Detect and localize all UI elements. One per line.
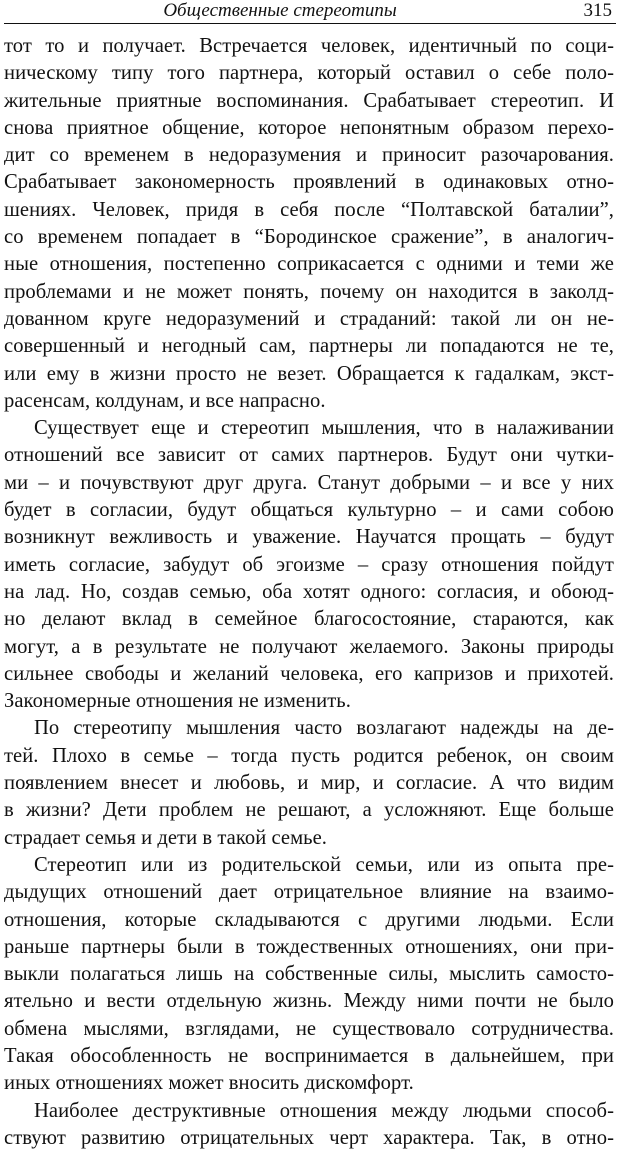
text-line: По стереотипу мышления часто возлагают надежды на де- — [34, 717, 614, 740]
text-line: отношений все зависит от самих партнеров. Будут они чутки- — [4, 444, 614, 467]
text-line: совершенный и негодный сам, партнеры ли попадаются не те, — [4, 335, 614, 358]
text-line: обмена мыслями, взглядами, не существовало сотрудничества. — [4, 1017, 614, 1040]
text-line: выкли полагаться лишь на собственные силы, мыслить самосто- — [4, 963, 614, 986]
text-line: ствуют развитию отрицательных черт характера. Так, в отно- — [4, 1126, 614, 1149]
text-line: на лад. Но, создав семью, оба хотят одного: согласия, и обоюд- — [4, 580, 614, 603]
body-text — [4, 33, 614, 1152]
text-line: Такая обособленность не воспринимается в дальнейшем, при — [4, 1044, 614, 1067]
text-line: снова приятное общение, которое непонятным образом перехо- — [4, 116, 614, 139]
text-line: иных отношениях может вносить дискомфорт. — [4, 1072, 414, 1095]
text-line: Существует еще и стереотип мышления, что в налаживании — [34, 417, 614, 440]
text-line: иметь согласие, забудут об эгоизме – сразу отношения пойдут — [4, 553, 614, 576]
text-line: ническому типу того партнера, который оставил о себе поло- — [4, 62, 614, 85]
text-line: расенсам, колдунам, и все напрасно. — [4, 389, 326, 412]
text-line: со временем попадает в “Бородинское сражение”, в аналогич- — [4, 226, 614, 249]
text-line: отношения, которые складываются с другими людьми. Если — [4, 908, 614, 931]
text-line: ные отношения, постепенно соприкасается с одними и теми же — [4, 253, 614, 276]
text-line: дованном круге недоразумений и страданий: такой ли он не- — [4, 307, 614, 330]
text-line: в жизни? Дети проблем не решают, а усложняют. Еще больше — [4, 799, 614, 822]
page-number: 315 — [583, 0, 612, 21]
text-line: ми – и почувствуют друг друга. Станут добрыми – и все у них — [4, 471, 614, 494]
running-head — [0, 0, 620, 24]
text-line: могут, а в результате не получают желаемого. Законы природы — [4, 635, 614, 658]
text-line: возникнут вежливость и уважение. Научатся прощать – будут — [4, 526, 614, 549]
text-line: шениях. Человек, придя в себя после “Полтавской баталии”, — [4, 198, 614, 221]
text-line: тот то и получает. Встречается человек, идентичный по соци- — [4, 35, 614, 57]
text-line: Закономерные отношения не изменить. — [4, 690, 351, 713]
text-line: или ему в жизни просто не везет. Обращается к гадалкам, экст- — [4, 362, 614, 385]
text-line: тей. Плохо в семье – тогда пусть родится ребенок, он своим — [4, 744, 614, 767]
text-line: ятельно и вести отдельную жизнь. Между ними почти не было — [4, 990, 614, 1013]
header-rule — [4, 23, 616, 24]
text-line: но делают вклад в семейное благосостояние, стараются, как — [4, 608, 614, 631]
text-line: будет в согласии, будут общаться культурно – и сами собою — [4, 499, 614, 522]
text-line: дыдущих отношений дает отрицательное влияние на взаимо- — [4, 881, 614, 904]
text-line: Наиболее деструктивные отношения между людьми способ- — [34, 1099, 614, 1122]
text-line: проблемами и не может понять, почему он находится в заколд- — [4, 280, 614, 303]
text-line: страдает семья и дети в такой семье. — [4, 826, 328, 849]
text-line: Стереотип или из родительской семьи, или из опыта пре- — [34, 853, 614, 876]
text-line: раньше партнеры были в тождественных отношениях, они при- — [4, 935, 614, 958]
text-line: появлением внесет и любовь, и мир, и согласие. А что видим — [4, 772, 614, 795]
text-line: жительные приятные воспоминания. Срабатывает стереотип. И — [4, 89, 614, 112]
text-line: дит со временем в недоразумения и приносит разочарования. — [4, 144, 614, 167]
running-head-title: Общественные стереотипы — [163, 0, 397, 21]
text-line: Срабатывает закономерность проявлений в одинаковых отно- — [4, 171, 614, 194]
text-line: сильнее свободы и желаний человека, его капризов и прихотей. — [4, 662, 614, 685]
